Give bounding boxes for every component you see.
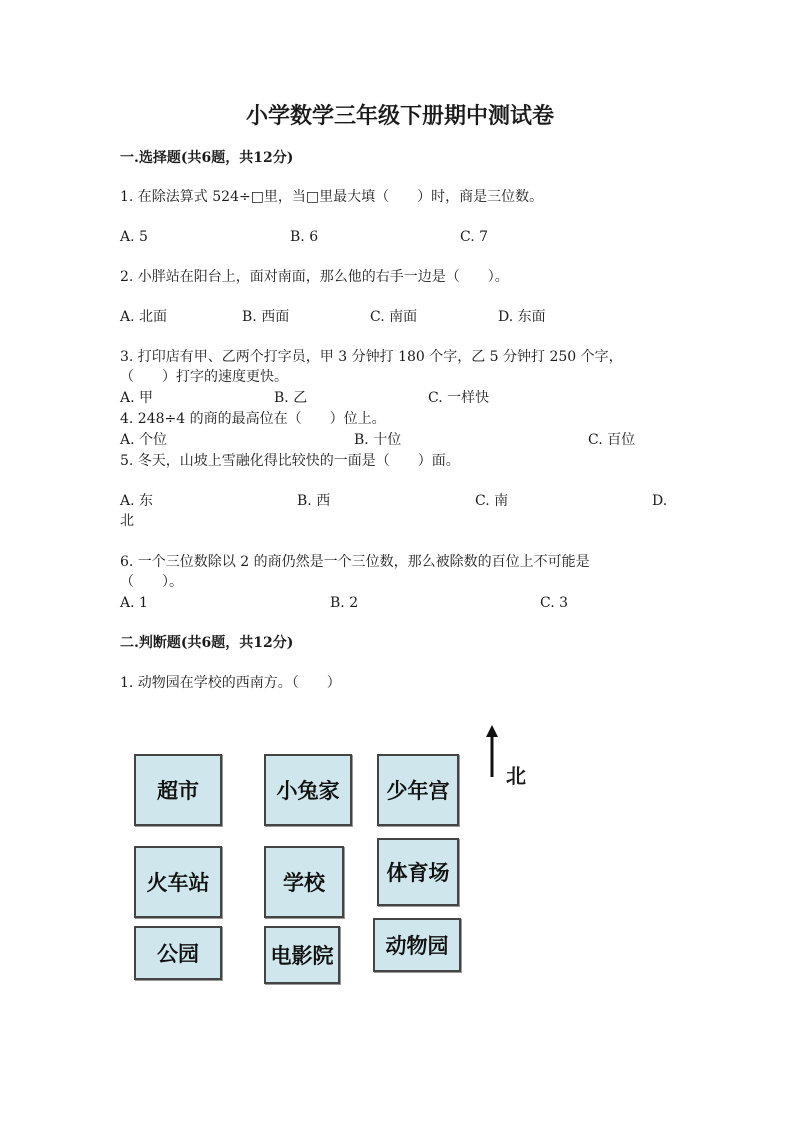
map-train-station: 火车站 <box>134 846 222 918</box>
question-6-stem-line1: 6. 一个三位数除以 2 的商仍然是一个三位数，那么被除数的百位上不可能是 <box>120 554 590 570</box>
question-5-option-c: C. 南 <box>475 493 509 509</box>
question-2-option-c: C. 南面 <box>370 309 418 325</box>
map-park: 公园 <box>134 926 222 980</box>
map-rabbit-home: 小兔家 <box>264 754 352 826</box>
page-title: 小学数学三年级下册期中测试卷 <box>245 103 554 129</box>
question-1-option-a: A. 5 <box>120 229 148 245</box>
question-6-option-a: A. 1 <box>120 595 148 611</box>
question-3-option-b: B. 乙 <box>274 390 308 406</box>
question-2-option-a: A. 北面 <box>120 309 168 325</box>
judge-question-1-stem: 1. 动物园在学校的西南方。（ ） <box>120 675 341 691</box>
question-4-option-c: C. 百位 <box>588 432 636 448</box>
question-6-option-b: B. 2 <box>330 595 359 611</box>
question-4-option-b: B. 十位 <box>354 432 402 448</box>
map-zoo: 动物园 <box>373 918 461 972</box>
question-5-option-a: A. 东 <box>120 493 154 509</box>
question-2-option-b: B. 西面 <box>242 309 290 325</box>
section-heading-choice: 一.选择题(共6题，共12分) <box>120 150 294 166</box>
question-5-stem: 5. 冬天，山坡上雪融化得比较快的一面是（ ）面。 <box>120 453 460 469</box>
map-school: 学校 <box>264 846 344 918</box>
map-youth-palace: 少年宫 <box>377 754 459 826</box>
question-3-option-c: C. 一样快 <box>428 390 490 406</box>
section-heading-judge: 二.判断题(共6题，共12分) <box>120 635 294 651</box>
question-4-stem: 4. 248÷4 的商的最高位在（ ）位上。 <box>120 411 386 427</box>
question-4-option-a: A. 个位 <box>120 432 168 448</box>
question-1-stem: 1. 在除法算式 524÷□里，当□里最大填（ ）时，商是三位数。 <box>120 189 544 205</box>
question-3-stem-line2: （ ）打字的速度更快。 <box>120 369 288 385</box>
question-5-option-d-prefix: D. <box>652 493 668 509</box>
question-6-option-c: C. 3 <box>540 595 569 611</box>
question-1-option-c: C. 7 <box>460 229 489 245</box>
map-supermarket: 超市 <box>134 754 222 826</box>
question-5-option-b: B. 西 <box>297 493 331 509</box>
question-2-option-d: D. 东面 <box>498 309 546 325</box>
question-6-stem-line2: （ ）。 <box>120 574 183 590</box>
north-label: 北 <box>506 764 526 788</box>
north-arrow-icon <box>482 725 502 779</box>
question-1-option-b: B. 6 <box>290 229 319 245</box>
question-3-option-a: A. 甲 <box>120 390 154 406</box>
map-stadium: 体育场 <box>377 838 459 906</box>
question-3-stem-line1: 3. 打印店有甲、乙两个打字员，甲 3 分钟打 180 个字，乙 5 分钟打 250 个字， <box>120 349 623 365</box>
question-2-stem: 2. 小胖站在阳台上，面对南面，那么他的右手一边是（ ）。 <box>120 269 509 285</box>
map-cinema: 电影院 <box>264 926 340 984</box>
question-5-option-d-text: 北 <box>120 513 134 529</box>
